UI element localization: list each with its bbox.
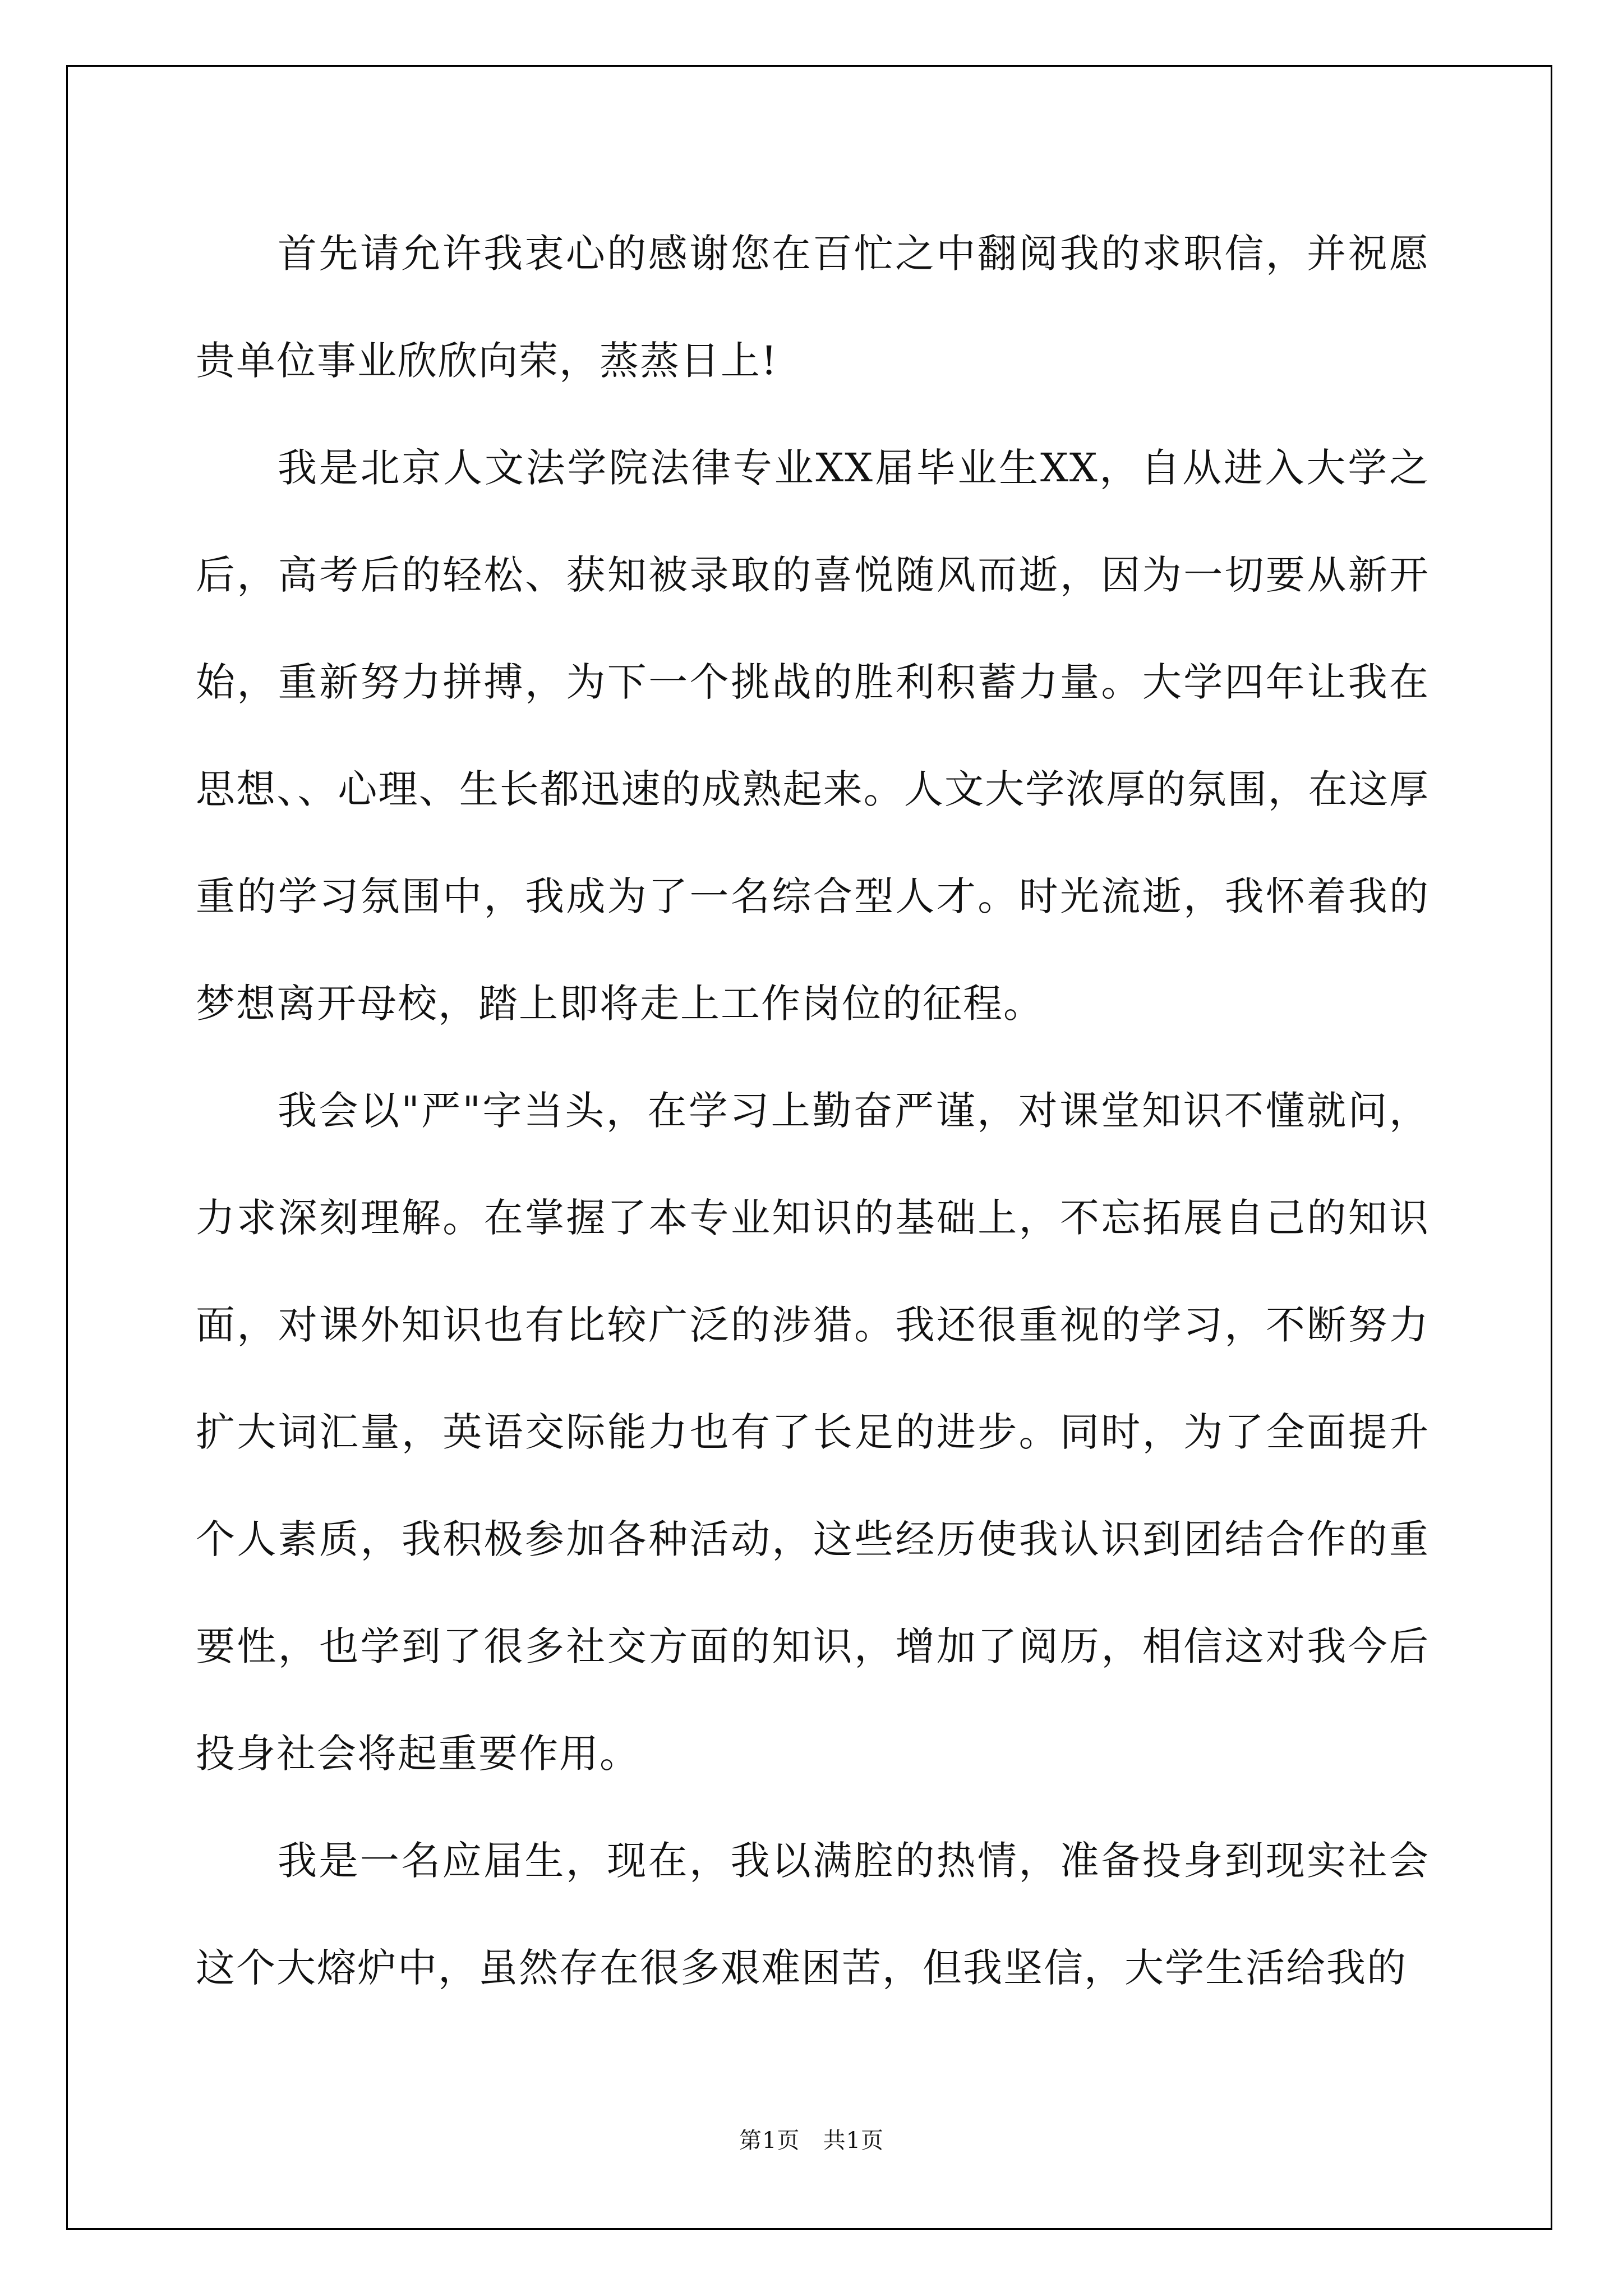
page-footer [0,2123,1623,2155]
paragraph-1: 首先请允许我衷心的感谢您在百忙之中翻阅我的求职信，并祝愿贵单位事业欣欣向荣，蒸蒸日上! [196,231,1430,384]
footer-spacer [800,2128,823,2154]
page-total: 共1页 [823,2128,884,2154]
paragraph-3: 我会以"严"字当头，在学习上勤奋严谨，对课堂知识不懂就问，力求深刻理解。在掌握了本专业知识的基础上，不忘拓展自己的知识面，对课外知识也有比较广泛的涉猎。我还很重视的学习，不断努力扩大词汇量，英语交际能力也有了长足的进步。同时，为了全面提升个人素质，我积极参加各种活动，这些经历使我认识到团结合作的重要性，也学到了很多社交方面的知识，增加了阅历，相信这对我今后投身社会将起重要作用。 [196,1088,1430,1777]
page-number: 第1页 [739,2128,800,2154]
letter-body [196,200,1430,2022]
paragraph-4: 我是一名应届生，现在，我以满腔的热情，准备投身到现实社会这个大熔炉中，虽然存在很多艰难困苦，但我坚信，大学生活给我的 [196,1838,1430,1991]
paragraph-2: 我是北京人文法学院法律专业XX届毕业生XX，自从进入大学之后，高考后的轻松、获知被录取的喜悦随风而逝，因为一切要从新开始，重新努力拼搏，为下一个挑战的胜利积蓄力量。大学四年让我在思想、、心理、生长都迅速的成熟起来。人文大学浓厚的氛围，在这厚重的学习氛围中，我成为了一名综合型人才。时光流逝，我怀着我的梦想离开母校，踏上即将走上工作岗位的征程。 [196,445,1430,1027]
